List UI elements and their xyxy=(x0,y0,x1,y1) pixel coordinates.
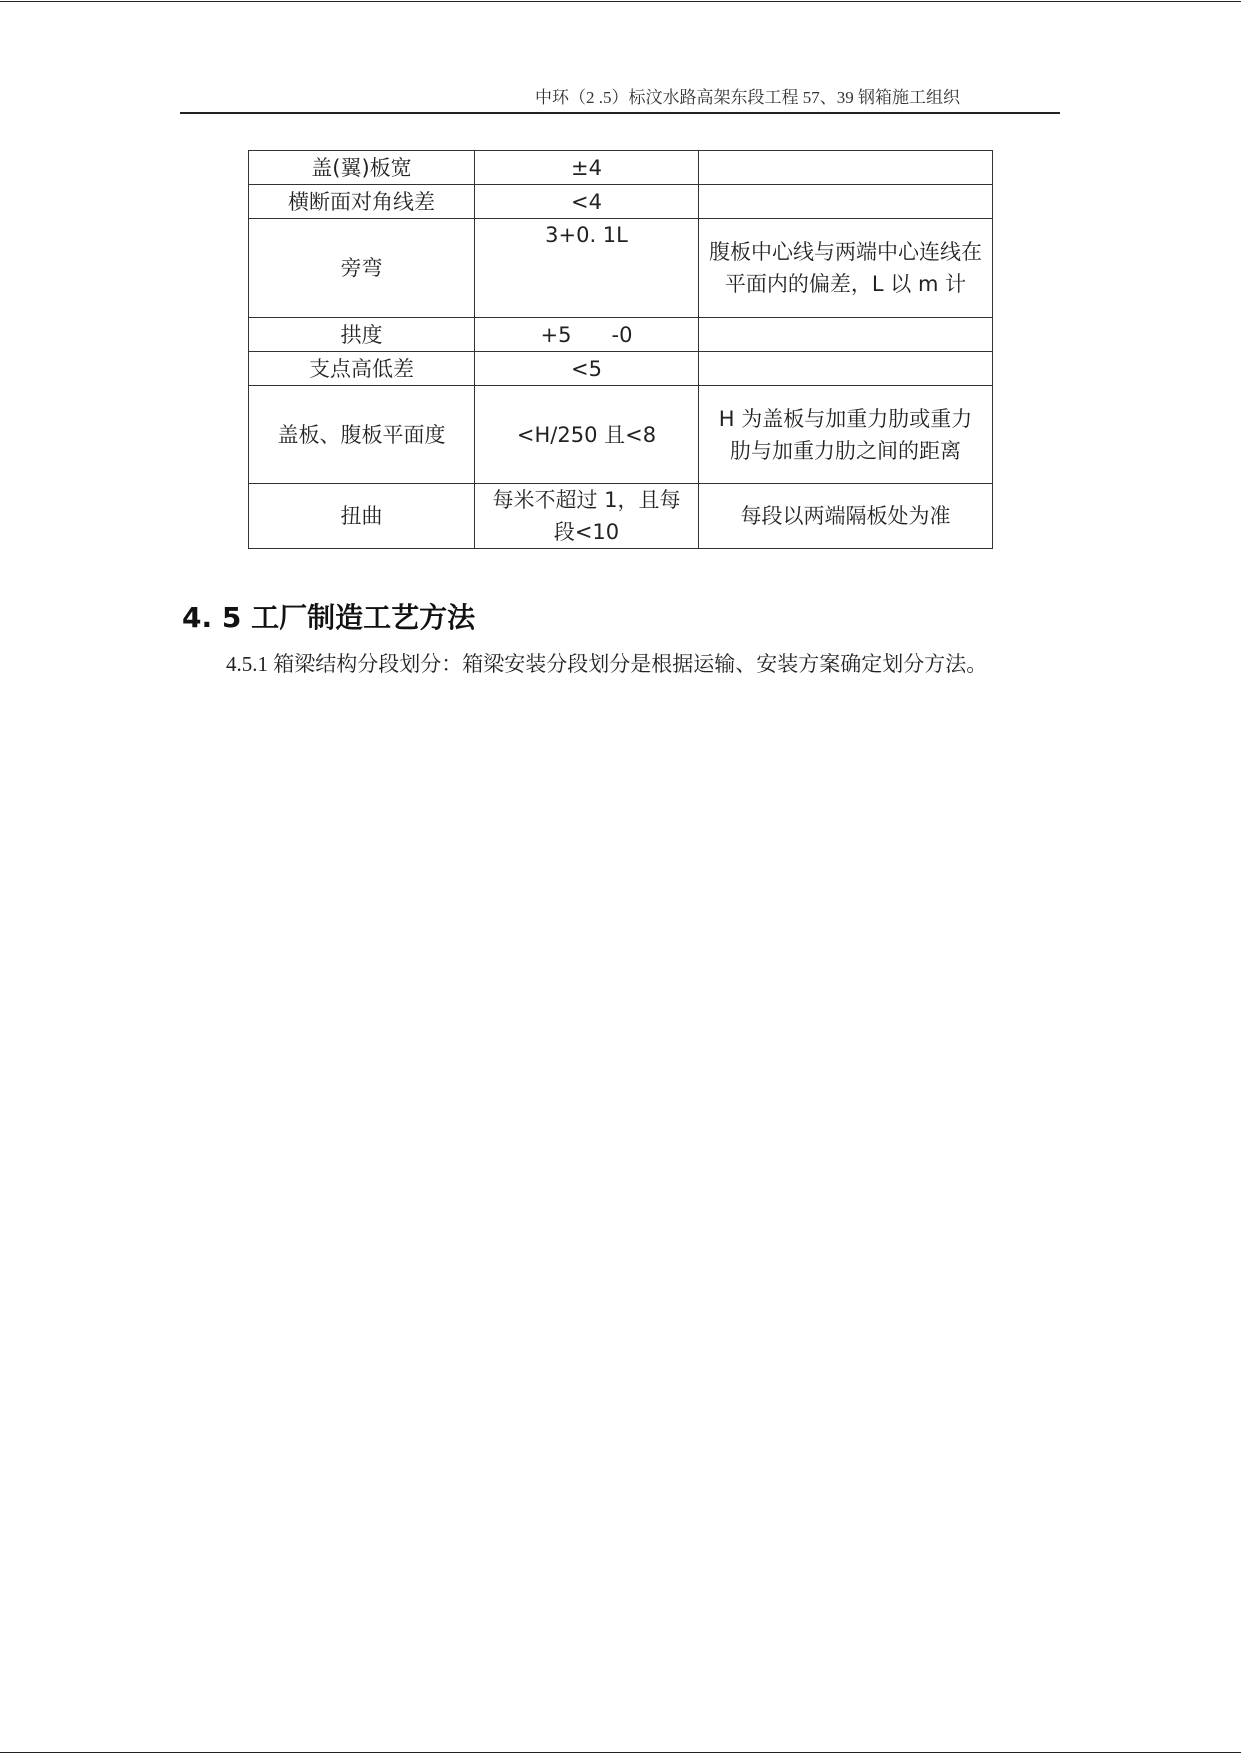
table-cell: 3+0. 1L xyxy=(475,219,699,318)
table-cell: 每米不超过 1，且每段<10 xyxy=(475,484,699,549)
table-cell: ±4 xyxy=(475,151,699,185)
table-row xyxy=(249,219,993,318)
table-cell: 盖(翼)板宽 xyxy=(249,151,475,185)
table-cell: 旁弯 xyxy=(249,219,475,318)
table-cell: <4 xyxy=(475,185,699,219)
table-row xyxy=(249,352,993,386)
table-cell xyxy=(699,352,993,386)
header-title: 中环（2 .5）标汶水路高架东段工程 57、39 钢箱施工组织 xyxy=(535,88,960,107)
table-cell: <H/250 且<8 xyxy=(475,386,699,484)
table-cell xyxy=(699,185,993,219)
table-row xyxy=(249,151,993,185)
section-heading: 4. 5 工厂制造工艺方法 xyxy=(182,601,476,634)
table-cell xyxy=(699,151,993,185)
table-cell: H 为盖板与加重力肋或重力肋与加重力肋之间的距离 xyxy=(699,386,993,484)
page-top-border xyxy=(0,1,1241,2)
tolerance-table xyxy=(248,150,993,549)
page-bottom-border xyxy=(0,1752,1241,1753)
table-cell: 拱度 xyxy=(249,318,475,352)
table-cell: 盖板、腹板平面度 xyxy=(249,386,475,484)
table-row xyxy=(249,386,993,484)
table-cell: 横断面对角线差 xyxy=(249,185,475,219)
table-row xyxy=(249,318,993,352)
table-row xyxy=(249,484,993,549)
table-cell xyxy=(699,318,993,352)
table-cell: <5 xyxy=(475,352,699,386)
table-cell: 扭曲 xyxy=(249,484,475,549)
page-header xyxy=(180,86,1060,114)
table-row xyxy=(249,185,993,219)
table-cell: +5 -0 xyxy=(475,318,699,352)
table-cell: 每段以两端隔板处为准 xyxy=(699,484,993,549)
table-cell: 腹板中心线与两端中心连线在平面内的偏差，L 以 m 计 xyxy=(699,219,993,318)
table-cell: 支点高低差 xyxy=(249,352,475,386)
section-paragraph: 4.5.1 箱梁结构分段划分：箱梁安装分段划分是根据运输、安装方案确定划分方法。 xyxy=(226,652,988,676)
